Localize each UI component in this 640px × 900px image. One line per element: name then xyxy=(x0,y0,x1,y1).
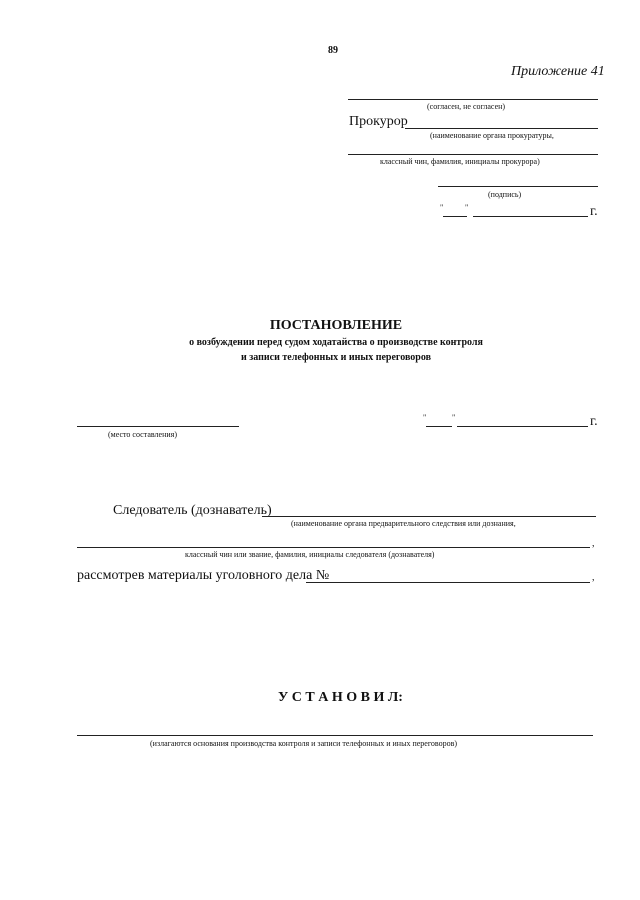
prosecutor-rank-line xyxy=(348,154,598,155)
document-title: ПОСТАНОВЛЕНИЕ xyxy=(269,318,403,333)
prosecutor-label: Прокурор xyxy=(349,114,408,129)
case-number-line xyxy=(306,582,590,583)
agree-caption: (согласен, не согласен) xyxy=(427,102,506,111)
prosecutor-line xyxy=(405,128,598,129)
investigator-line xyxy=(262,516,596,517)
signature-caption: (подпись) xyxy=(488,190,522,199)
approval-date-day-line xyxy=(443,216,467,217)
place-line xyxy=(77,426,239,427)
investigator-organ-caption: (наименование органа предварительного следствия или дознания, xyxy=(291,519,516,528)
investigator-rank-line xyxy=(77,547,590,548)
appendix-label: Приложение 41 xyxy=(511,64,605,79)
investigator-rank-caption: классный чин или звание, фамилия, инициалы следователя (дознавателя) xyxy=(185,550,435,559)
date-month-line xyxy=(457,426,588,427)
signature-line xyxy=(438,186,598,187)
page-number: 89 xyxy=(328,45,338,56)
approval-date-month-line xyxy=(473,216,588,217)
document-subtitle-line1: о возбуждении перед судом ходатайства о производстве контроля xyxy=(189,337,483,348)
established-caption: (излагаются основания производства контроля и записи телефонных и иных переговоров) xyxy=(150,739,458,748)
prosecutor-rank-caption: классный чин, фамилия, инициалы прокурора) xyxy=(380,157,540,166)
place-caption: (место составления) xyxy=(108,430,177,439)
approval-date-year-suffix: г. xyxy=(590,204,598,219)
case-comma: , xyxy=(592,572,595,583)
date-quote-close: " xyxy=(452,413,456,422)
case-label: рассмотрев материалы уголовного дела № xyxy=(77,568,330,583)
document-subtitle-line2: и записи телефонных и иных переговоров xyxy=(240,352,432,363)
date-day-line xyxy=(426,426,452,427)
established-heading: У С Т А Н О В И Л: xyxy=(278,690,403,705)
investigator-label: Следователь (дознаватель) xyxy=(113,503,272,518)
investigator-rank-comma: , xyxy=(592,538,595,549)
prosecutor-organ-caption: (наименование органа прокуратуры, xyxy=(430,131,554,140)
approval-date-quote-close: " xyxy=(465,203,469,212)
established-line xyxy=(77,735,593,736)
agree-line xyxy=(348,99,598,100)
approval-date-quote-open: " xyxy=(440,203,444,212)
date-quote-open: " xyxy=(423,413,427,422)
date-year-suffix: г. xyxy=(590,414,598,429)
